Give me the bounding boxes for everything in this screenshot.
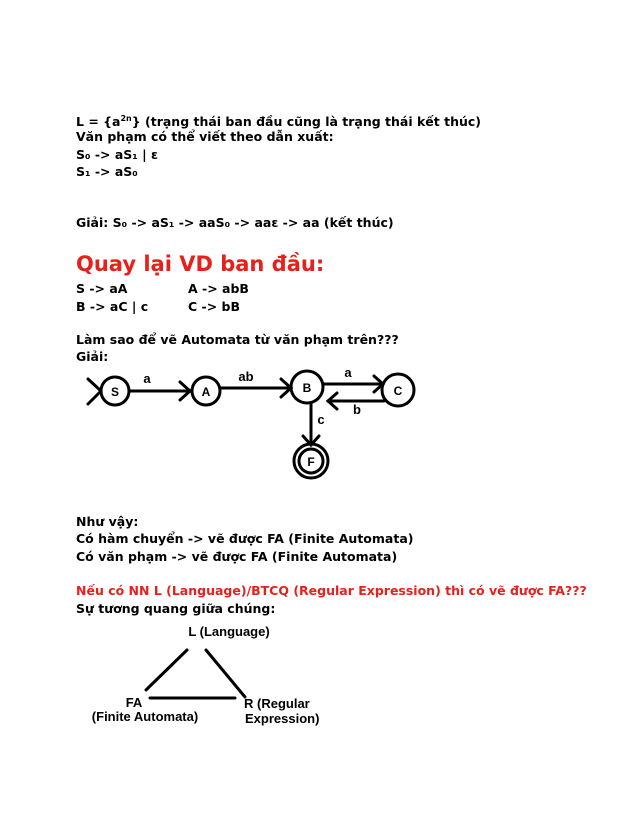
automata-question: Làm sao để vẽ Automata từ văn phạm trên??? [76, 332, 399, 347]
edge-a-b-label: ab [238, 369, 254, 384]
derivation-solution: Giải: S₀ -> aS₁ -> aaS₀ -> aaε -> aa (kết thúc) [76, 215, 394, 230]
relation-intro: Sự tương quang giữa chúng: [76, 601, 276, 616]
section-heading: Quay lại VD ban đầu: [76, 252, 325, 276]
summary-intro: Như vậy: [76, 514, 139, 529]
edge-s-a-label: a [143, 371, 151, 386]
edge-b-c-label: a [344, 365, 352, 380]
state-b-label: B [302, 381, 312, 395]
state-c-label: C [393, 384, 403, 398]
state-f-label: F [307, 455, 315, 469]
grammar-intro: Văn phạm có thể viết theo dẫn xuất: [76, 129, 334, 144]
summary-transition: Có hàm chuyển -> vẽ được FA (Finite Automata) [76, 531, 414, 546]
rule-right-2: C -> bB [188, 299, 241, 314]
rule-right-1: A -> abB [188, 281, 249, 296]
triangle-left-label-2: (Finite Automata) [91, 709, 199, 724]
language-definition: $L = \{a^{2n}\}$ (trạng thái ban đầu cũng là trạng thái kết thúc) [76, 114, 482, 130]
state-a-label: A [201, 385, 211, 399]
answer-label: Giải: [76, 349, 109, 364]
state-s-label: S [110, 385, 120, 399]
rule-left-2: B -> aC | c [76, 299, 149, 314]
triangle-right-label-1: R (Regular [244, 696, 310, 711]
relation-triangle [146, 650, 245, 698]
triangle-right-label-2: Expression) [245, 711, 320, 726]
summary-grammar: Có văn phạm -> vẽ được FA (Finite Automata) [76, 549, 398, 564]
grammar-rule-s1: S₁ -> aS₀ [76, 164, 138, 179]
rule-left-1: S -> aA [76, 281, 128, 296]
grammar-rule-s0: S₀ -> aS₁ | ε [76, 147, 158, 162]
edge-c-b-label: b [353, 402, 361, 417]
language-question: Nếu có NN L (Language)/BTCQ (Regular Expression) thì có vẽ được FA??? [76, 583, 587, 598]
triangle-top-label: L (Language) [188, 624, 270, 639]
triangle-left-label-1: FA [125, 695, 143, 710]
edge-b-f-label: c [317, 412, 325, 427]
